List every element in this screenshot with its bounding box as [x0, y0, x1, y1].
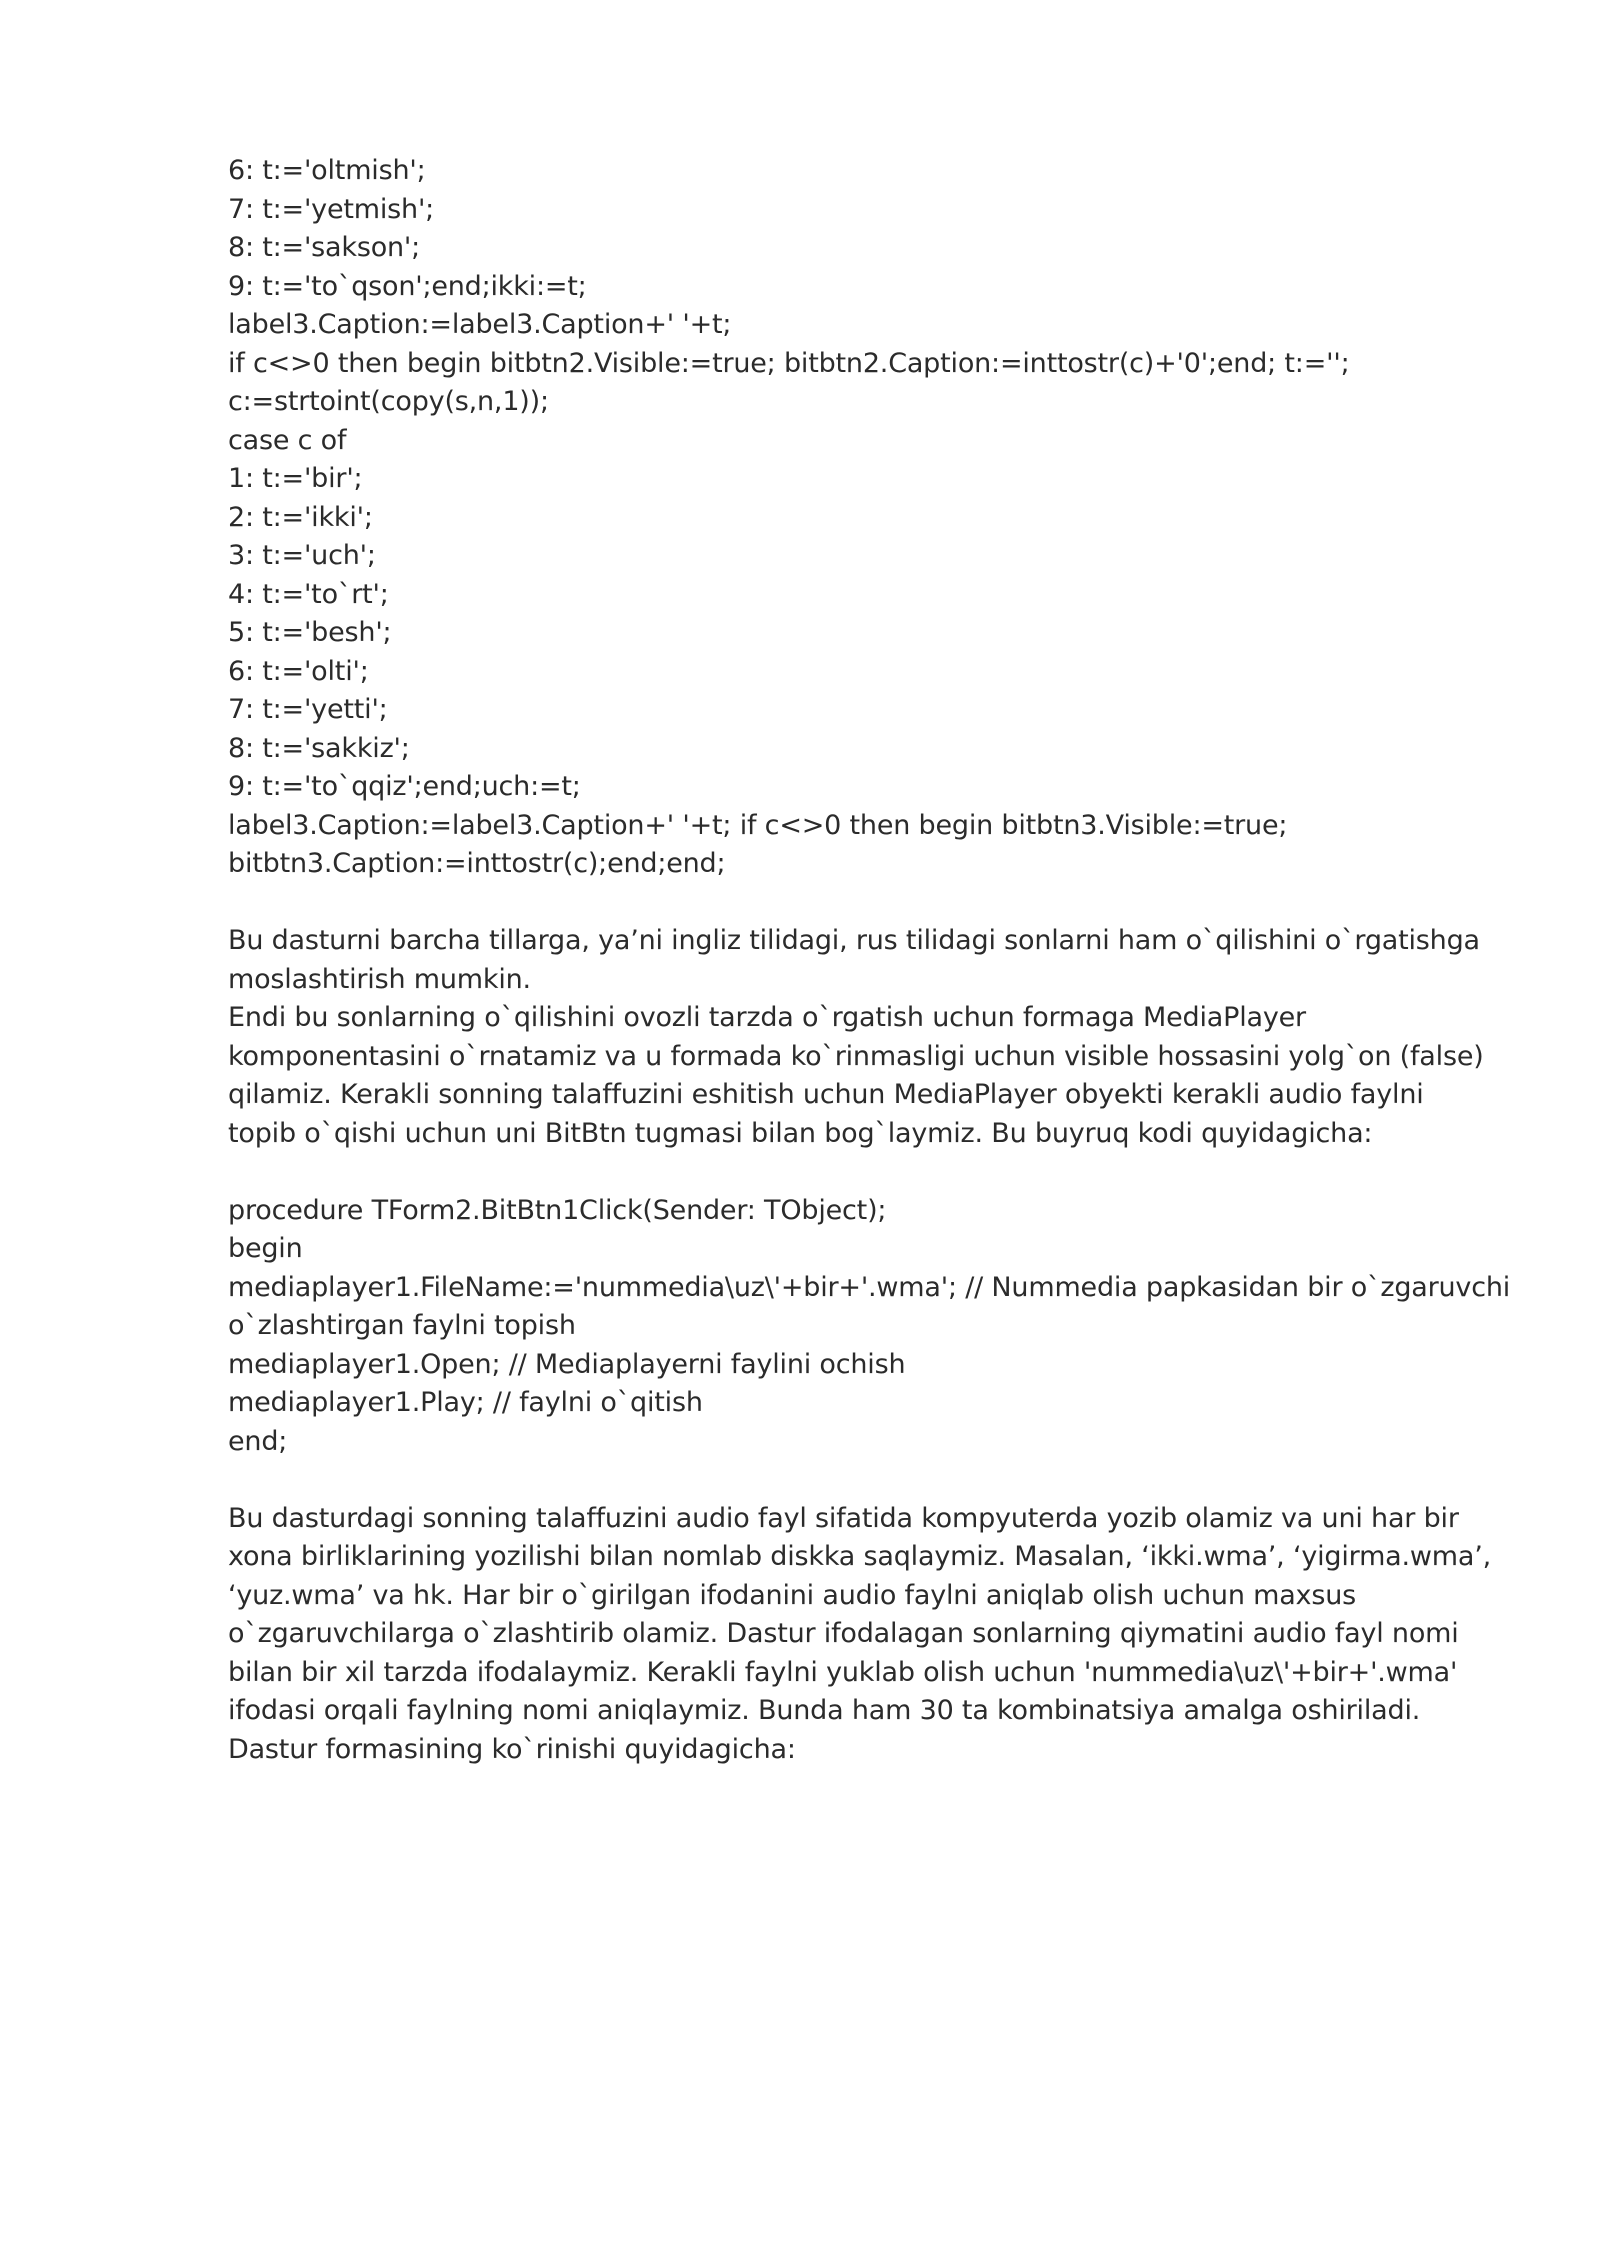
code-line: 5: t:='besh';	[228, 617, 392, 648]
code-line: 1: t:='bir';	[228, 463, 363, 494]
text-line: ‘yuz.wma’ va hk. Har bir o`girilgan ifodanini audio faylni aniqlab olish uchun maxsus	[228, 1579, 1356, 1611]
code-line: 6: t:='oltmish';	[228, 155, 426, 186]
text-line: komponentasini o`rnatamiz va u formada ko`rinmasligi uchun visible hossasini yolg`on (false)	[228, 1040, 1484, 1072]
code-line: 6: t:='olti';	[228, 655, 369, 687]
code-line: mediaplayer1.Play; // faylni o`qitish	[228, 1387, 703, 1418]
paragraph-spacer	[228, 1153, 1518, 1192]
code-line: mediaplayer1.FileName:='nummedia\uz\'+bir+'.wma'; // Nummedia papkasidan bir o`zgaruvchi	[228, 1271, 1511, 1303]
code-line: end;	[228, 1425, 288, 1457]
code-line: 2: t:='ikki';	[228, 501, 373, 533]
text-line: moslashtirish mumkin.	[228, 963, 531, 995]
code-line: 9: t:='to`qqiz';end;uch:=t;	[228, 771, 581, 802]
text-line: qilamiz. Kerakli sonning talaffuzini eshitish uchun MediaPlayer obyekti kerakli audio faylni	[228, 1079, 1424, 1110]
code-line: case c of	[228, 424, 347, 456]
code-line: label3.Caption:=label3.Caption+' '+t;	[228, 309, 732, 340]
text-line: Bu dasturdagi sonning talaffuzini audio fayl sifatida kompyuterda yozib olamiz va uni har bir	[228, 1502, 1459, 1534]
code-block-bitbtn-click	[228, 1192, 1518, 1462]
code-line: if c<>0 then begin bitbtn2.Visible:=true; bitbtn2.Caption:=inttostr(c)+'0';end; t:='';	[228, 347, 1350, 379]
code-line: label3.Caption:=label3.Caption+' '+t; if c<>0 then begin bitbtn3.Visible:=true;	[228, 809, 1288, 841]
code-line: 8: t:='sakkiz';	[228, 732, 410, 764]
code-line: procedure TForm2.BitBtn1Click(Sender: TObject);	[228, 1194, 887, 1226]
paragraph-spacer	[228, 884, 1518, 923]
text-line: topib o`qishi uchun uni BitBtn tugmasi bilan bog`laymiz. Bu buyruq kodi quyidagicha:	[228, 1117, 1373, 1149]
text-line: Endi bu sonlarning o`qilishini ovozli tarzda o`rgatish uchun formaga MediaPlayer	[228, 1002, 1306, 1033]
code-line: o`zlashtirgan faylni topish	[228, 1310, 576, 1341]
code-line: c:=strtoint(copy(s,n,1));	[228, 386, 549, 417]
text-line: o`zgaruvchilarga o`zlashtirib olamiz. Dastur ifodalagan sonlarning qiymatini audio fayl nomi	[228, 1618, 1459, 1649]
text-line: ifodasi orqali faylning nomi aniqlaymiz. Bunda ham 30 ta kombinatsiya amalga oshiriladi.	[228, 1695, 1421, 1726]
code-line: 8: t:='sakson';	[228, 232, 421, 263]
code-line: begin	[228, 1233, 303, 1264]
code-block-number-cases	[228, 152, 1518, 884]
text-line: xona birliklarining yozilishi bilan nomlab diskka saqlaymiz. Masalan, ‘ikki.wma’, ‘yigirma.wma’,	[228, 1541, 1491, 1572]
page-content	[228, 152, 1518, 1769]
paragraph-mediaplayer-intro	[228, 922, 1518, 1153]
code-line: 3: t:='uch';	[228, 540, 376, 571]
paragraph-audio-files	[228, 1500, 1518, 1770]
code-line: 9: t:='to`qson';end;ikki:=t;	[228, 270, 587, 302]
code-line: mediaplayer1.Open; // Mediaplayerni faylini ochish	[228, 1348, 906, 1380]
text-line: bilan bir xil tarzda ifodalaymiz. Kerakli faylni yuklab olish uchun 'nummedia\uz\'+bir+'.wma'	[228, 1656, 1458, 1688]
text-line: Dastur formasining ko`rinishi quyidagicha:	[228, 1733, 796, 1765]
text-line: Bu dasturni barcha tillarga, ya’ni ingliz tilidagi, rus tilidagi sonlarni ham o`qilishini o`rgatishga	[228, 925, 1480, 956]
paragraph-spacer	[228, 1461, 1518, 1500]
code-line: 7: t:='yetmish';	[228, 193, 435, 225]
code-line: bitbtn3.Caption:=inttostr(c);end;end;	[228, 848, 726, 879]
code-line: 4: t:='to`rt';	[228, 578, 389, 610]
code-line: 7: t:='yetti';	[228, 694, 388, 725]
